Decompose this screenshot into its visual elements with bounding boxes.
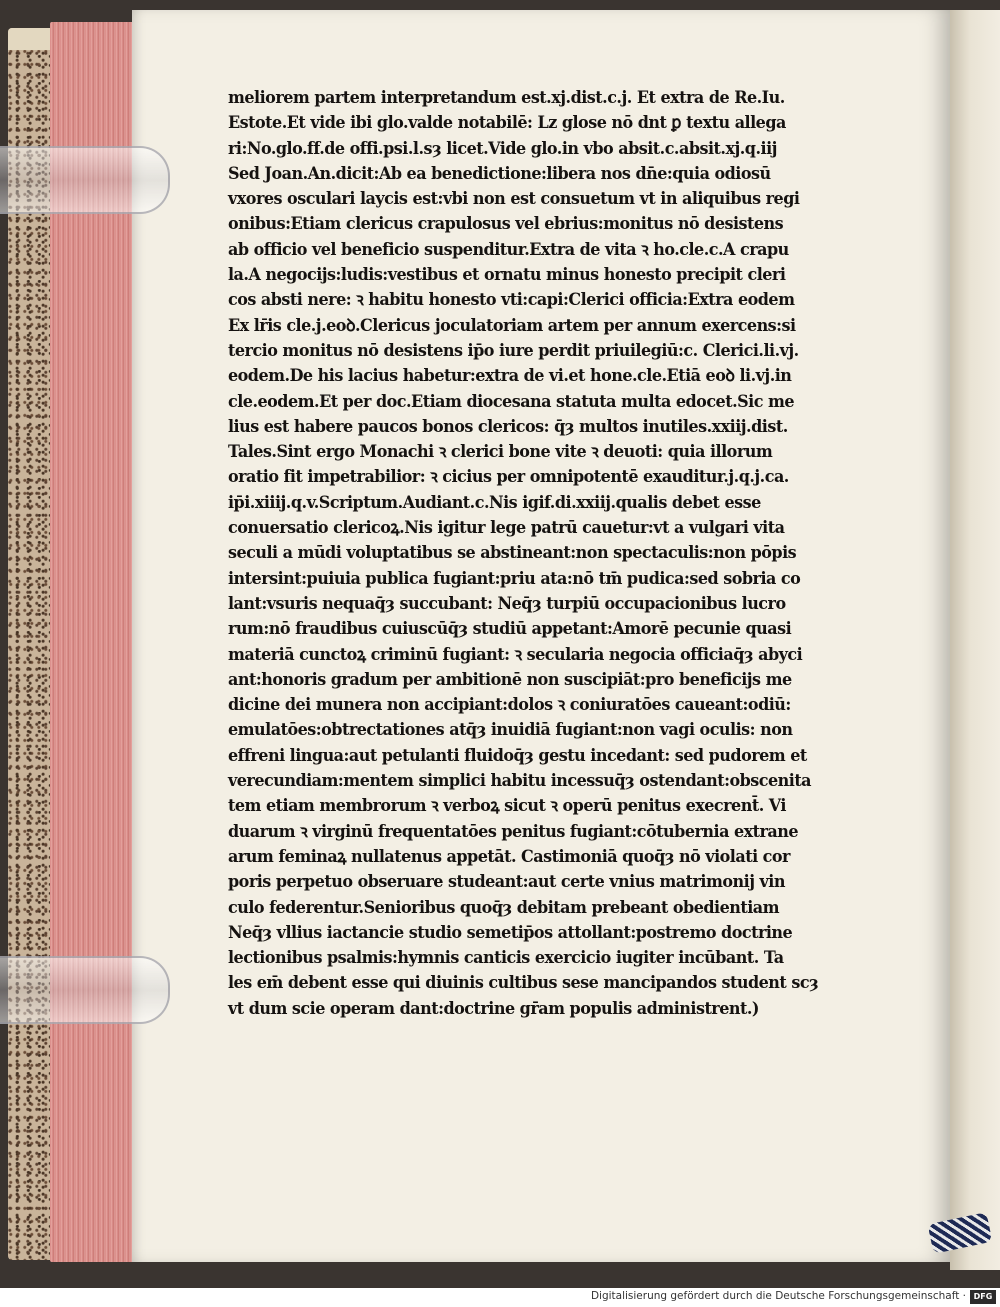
text-line: seculi a mūdi voluptatibus se abstineant:non spectaculis:non pōpis	[228, 543, 797, 564]
text-line: ab officio vel beneficio suspenditur.Extra de vita ꝛ ho.cle.c.A crapu	[228, 239, 789, 260]
text-line: Ex lr̄is cle.j.eoꝺ.Clericus joculatoriam artem per annum exercens:si	[228, 315, 796, 336]
text-line: tercio monitus nō desistens ip̄o iure perdit priuilegiū:c. Clerici.li.vj.	[228, 340, 799, 361]
text-line: cos absti nere: ꝛ habitu honesto vti:capi:Clerici officia:Extra eodem	[228, 290, 795, 311]
text-line: ant:honoris gradum per ambitionē non suscipiāt:pro beneficijs me	[228, 669, 792, 690]
text-line: vt dum scie operam dant:doctrine gr̄am populis administrent.)	[228, 998, 759, 1019]
text-line: effreni lingua:aut petulanti fluidoq̄ȝ gestu incedant: sed pudorem et	[228, 745, 807, 766]
text-line: les em̄ debent esse qui diuinis cultibus sese mancipandos student scȝ	[228, 973, 819, 994]
text-line: Tales.Sint ergo Monachi ꝛ clerici bone vite ꝛ deuoti: quia illorum	[228, 442, 773, 463]
text-line: rum:nō fraudibus cuiuscūq̄ȝ studiū appetant:Amorē pecunie quasi	[228, 619, 792, 640]
text-line: tem etiam membrorum ꝛ verboꝝ sicut ꝛ operū penitus execrent̄. Vi	[228, 796, 786, 817]
text-line: Sed Joan.An.dicit:Ab ea benedictione:libera nos dn̄e:quia odiosū	[228, 163, 771, 184]
text-line: poris perpetuo obseruare studeant:aut certe vnius matrimonij vin	[228, 872, 785, 893]
text-line: eodem.De his lacius habetur:extra de vi.et hone.cle.Etiā eoꝺ li.vj.in	[228, 366, 792, 387]
text-line: Estote.Et vide ibi glo.valde notabilē: Lz glose nō dnt ꝑ textu allega	[228, 113, 786, 134]
text-line: arum feminaꝝ nullatenus appetāt. Castimoniā quoq̄ȝ nō violati cor	[228, 846, 790, 867]
text-line: verecundiam:mentem simplici habitu incessuq̄ȝ ostendant:obscenita	[228, 771, 812, 792]
text-line: duarum ꝛ virginū frequentatōes penitus fugiant:cōtubernia extrane	[228, 821, 799, 842]
glass-clamp-bottom	[0, 956, 170, 1024]
text-line: meliorem partem interpretandum est.xj.dist.c.j. Et extra de Re.Iu.	[228, 88, 785, 108]
glass-clamp-top	[0, 146, 170, 214]
text-line: lius est habere paucos bonos clericos: q̄ȝ multos inutiles.xxiij.dist.	[228, 416, 788, 437]
text-line: Neq̄ȝ vllius iactancie studio semetip̄os attollant:postremo doctrine	[228, 922, 793, 943]
text-line: oratio fit impetrabilior: ꝛ cicius per omnipotentē exauditur.j.q.j.ca.	[228, 467, 789, 488]
text-line: la.A negocijs:ludis:vestibus et ornatu minus honesto precipit cleri	[228, 265, 786, 286]
text-line: lant:vsuris nequaq̄ȝ succubant: Neq̄ȝ turpiū occupacionibus lucro	[228, 593, 786, 614]
text-block	[228, 86, 878, 1022]
text-line: intersint:puiuia publica fugiant:priu ata:nō tm̄ pudica:sed sobria co	[228, 568, 801, 589]
text-line: culo federentur.Senioribus quoq̄ȝ debitam prebeant obedientiam	[228, 897, 780, 918]
footer	[0, 1288, 1000, 1307]
facing-page-gutter	[950, 10, 1000, 1270]
dfg-logo: DFG	[970, 1290, 996, 1304]
text-line: onibus:Etiam clericus crapulosus vel ebrius:monitus nō desistens	[228, 214, 784, 235]
text-line: conuersatio clericoꝝ.Nis igitur lege patrū cauetur:vt a vulgari vita	[228, 518, 785, 539]
text-line: dicine dei munera non accipiant:dolos ꝛ coniuratōes caueant:odiū:	[228, 695, 791, 716]
text-line: emulatōes:obtrectationes atq̄ȝ inuidiā fugiant:non vagi oculis: non	[228, 720, 793, 741]
text-line: ri:No.glo.ff.de offi.psi.l.sȝ licet.Vide glo.in vbo absit.c.absit.xj.q.iij	[228, 138, 777, 159]
text-line: cle.eodem.Et per doc.Etiam diocesana statuta multa edocet.Sic me	[228, 391, 795, 412]
footer-credit: Digitalisierung gefördert durch die Deutsche Forschungsgemeinschaft ·	[590, 1290, 966, 1302]
text-line: lectionibus psalmis:hymnis canticis exercicio iugiter incūbant. Ta	[228, 948, 784, 969]
text-line: materiā cunctoꝝ criminū fugiant: ꝛ secularia negocia officiaq̄ȝ abyci	[228, 644, 803, 665]
text-line: ip̄i.xiiij.q.v.Scriptum.Audiant.c.Nis igif.di.xxiij.qualis debet esse	[228, 492, 761, 513]
text-line: vxores osculari laycis est:vbi non est consuetum vt in aliquibus regi	[228, 189, 800, 210]
